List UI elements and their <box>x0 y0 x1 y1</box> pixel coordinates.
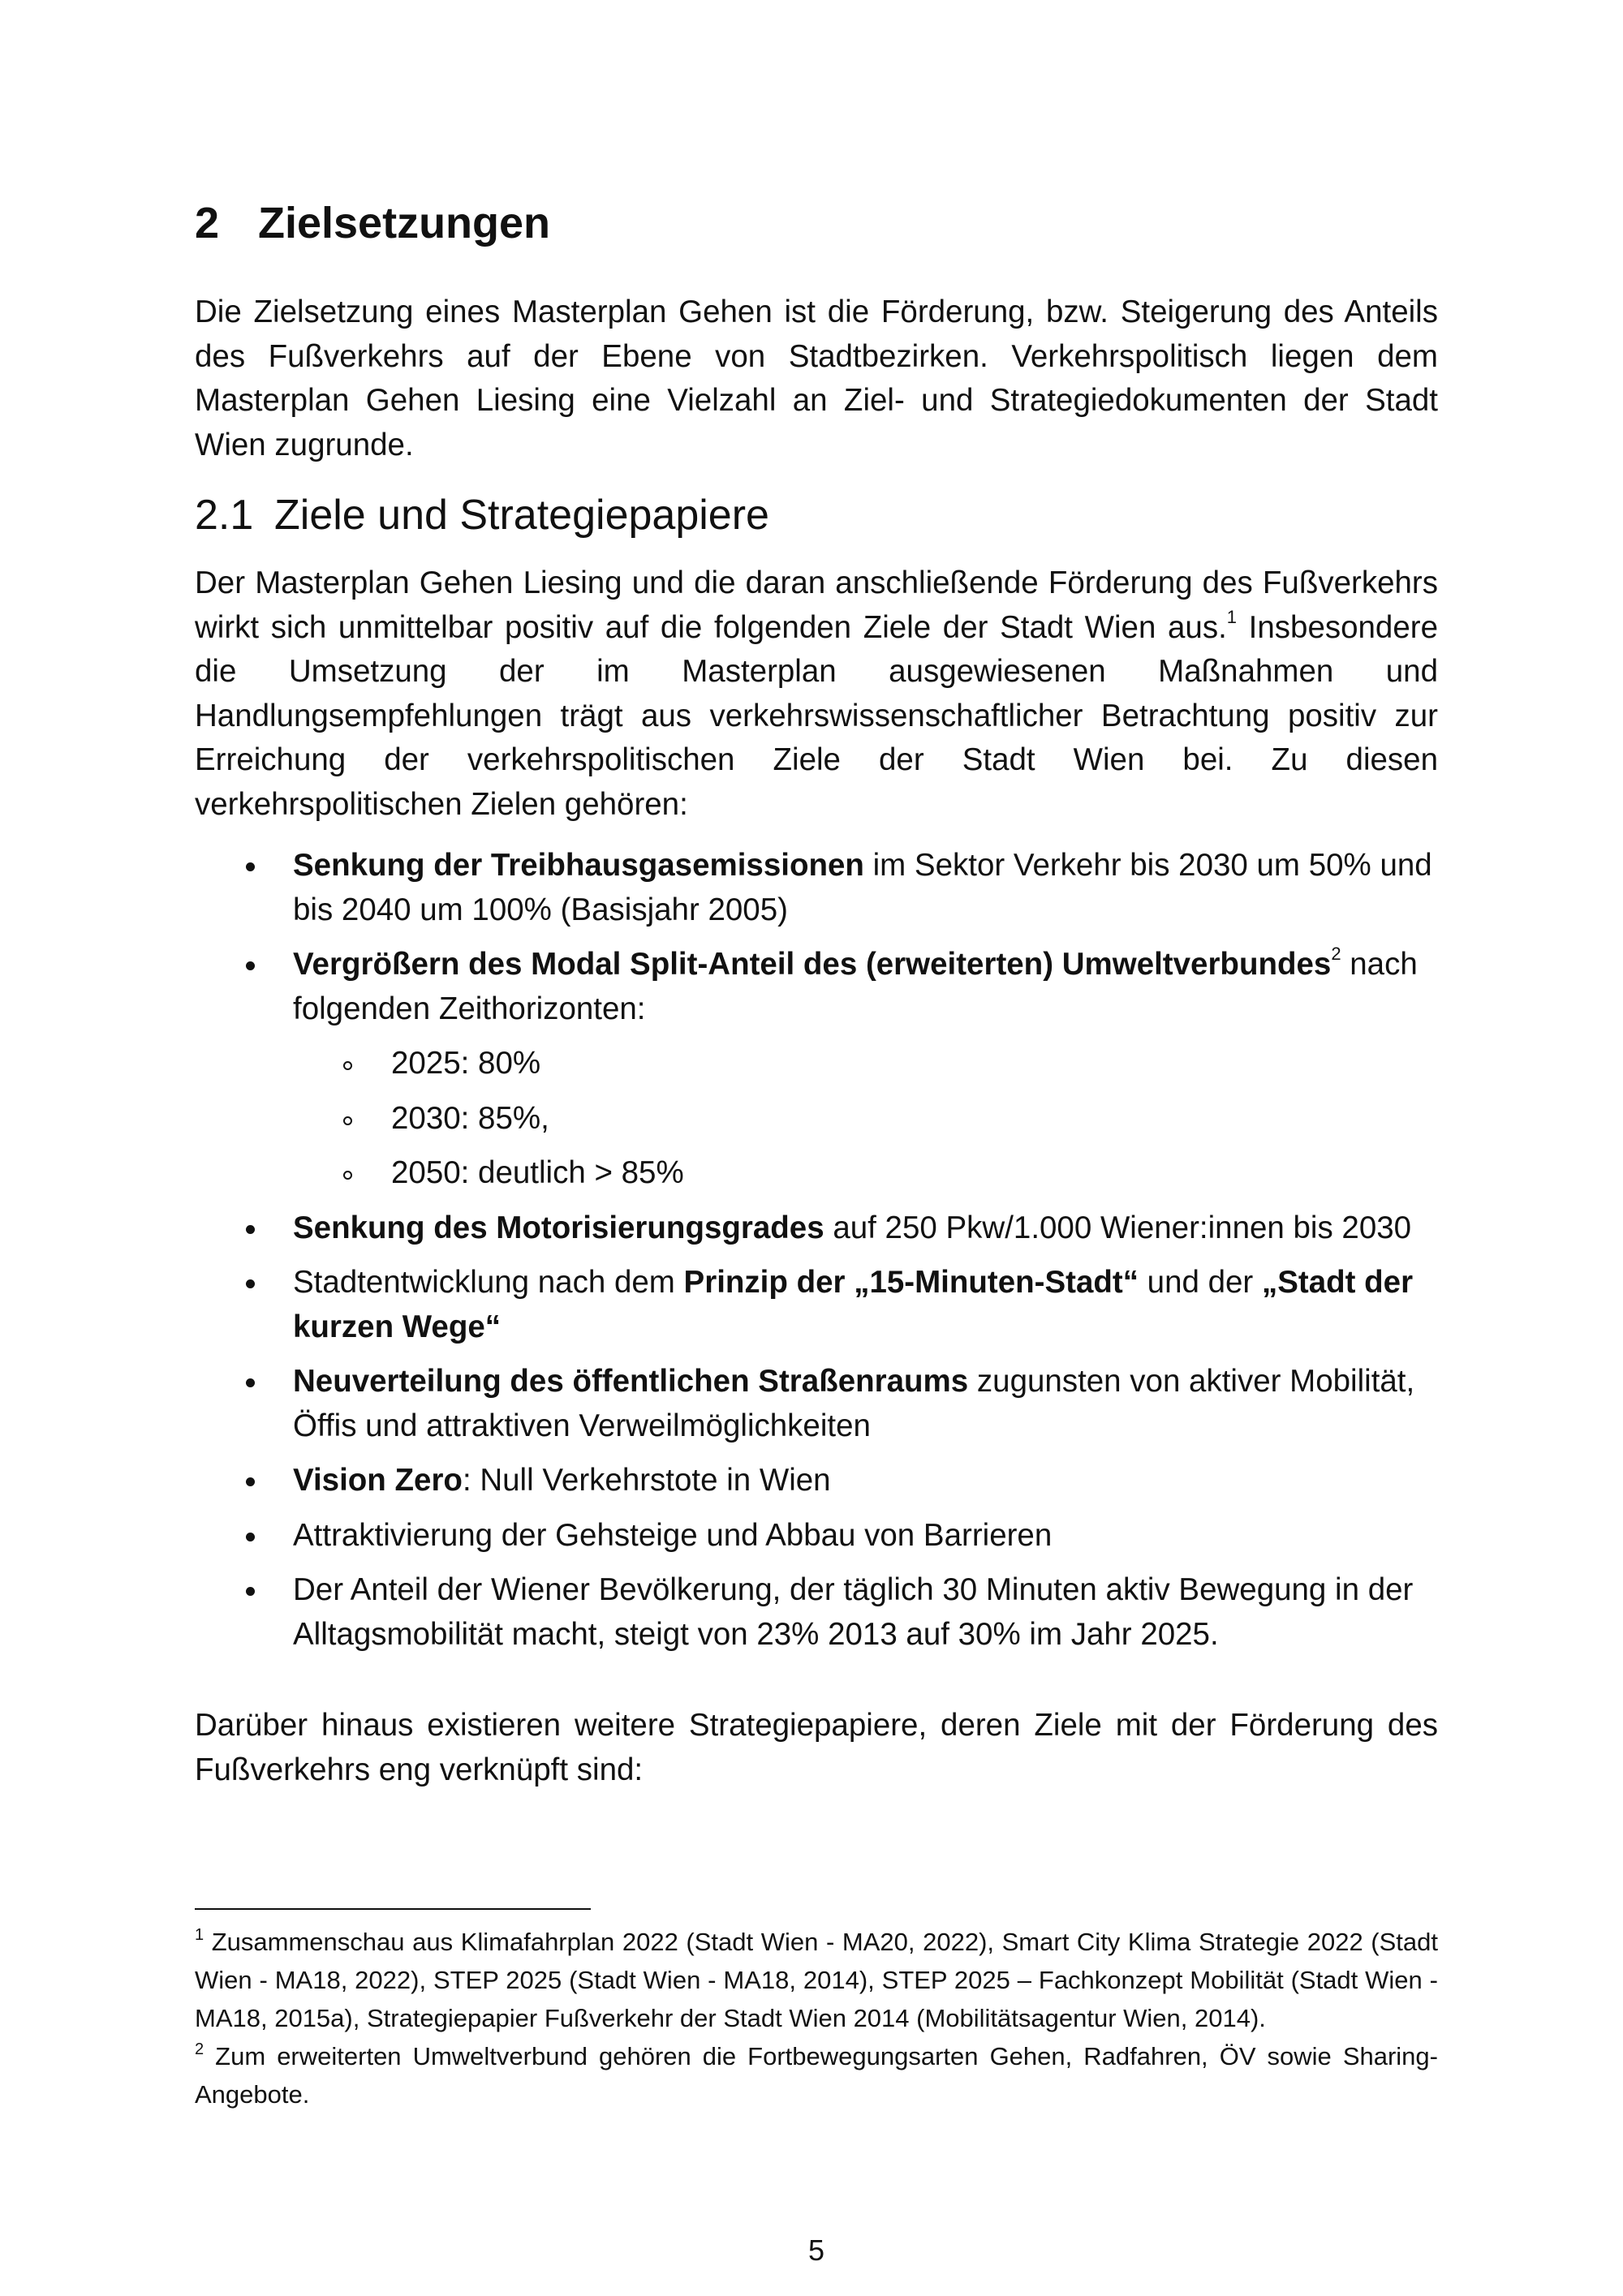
list-item: Der Anteil der Wiener Bevölkerung, der täglich 30 Minuten aktiv Bewegung in der Alltagsmobilität macht, steigt von 23% 2013 auf 30% im Jahr 2025. <box>195 1568 1438 1657</box>
bullet-icon <box>246 961 255 970</box>
closing-paragraph: Darüber hinaus existieren weitere Strategiepapiere, deren Ziele mit der Förderung des Fußverkehrs eng verknüpft sind: <box>195 1708 1438 1787</box>
sub-list-item: 2030: 85%, <box>293 1097 1438 1142</box>
bullet-icon <box>246 1587 255 1596</box>
section-number: 2.1 <box>195 492 254 539</box>
intro-paragraph: Die Zielsetzung eines Masterplan Gehen ist die Förderung, bzw. Steigerung des Anteils des Fußverkehrs auf der Ebene von Stadtbezirken. Verkehrspolitisch liegen dem Masterplan Gehen Liesing eine Vielzahl an Ziel- und Strategiedokumenten der Stadt Wien zugrunde. <box>195 295 1438 462</box>
bullet-icon <box>246 1225 255 1234</box>
section-paragraph: Der Masterplan Gehen Liesing und die daran anschließende Förderung des Fußverkehrs wirkt sich unmittelbar positiv auf die folgenden Ziele der Stadt Wien aus.$^1$ Insbesondere die Umsetzung der im Masterplan ausgewiesenen Maßnahmen und Handlungsempfehlungen trägt aus verkehrswissenschaftlicher Betrachtung positiv zur Erreichung der verkehrspolitischen Ziele der Stadt Wien bei. Zu diesen verkehrspolitischen Zielen gehören: <box>195 565 1438 822</box>
footnote-2: $^2$ Zum erweiterten Umweltverbund gehören die Fortbewegungsarten Gehen, Radfahren, ÖV sowie Sharing-Angebote. <box>195 2040 1438 2109</box>
sub-list-item: 2025: 80% <box>293 1042 1438 1086</box>
footnote-ref-2[interactable]: 2 <box>1331 944 1341 964</box>
list-item: Vergrößern des Modal Split-Anteil des (erweiterten) Umweltverbundes$^2$ nach folgenden Zeithorizonten: 2025: 80% 2030: 85%, 2050: deutlich > 85% <box>195 943 1438 1196</box>
page-number: 5 <box>807 2234 825 2267</box>
footnote-divider <box>195 1908 591 1910</box>
bullet-icon <box>246 1477 255 1486</box>
circle-bullet-icon <box>343 1116 352 1125</box>
list-item: Neuverteilung des öffentlichen Straßenraums zugunsten von aktiver Mobilität, Öffis und attraktiven Verweilmöglichkeiten <box>195 1360 1438 1448</box>
chapter-heading <box>195 195 550 252</box>
footnote-1: $^1$ Zusammenschau aus Klimafahrplan 2022 (Stadt Wien - MA20, 2022), Smart City Klima Strategie 2022 (Stadt Wien - MA18, 2022), STEP 2025 (Stadt Wien - MA18, 2014), STEP 2025 – Fachkonzept Mobilität (Stadt Wien - MA18, 2015a), Strategiepapier Fußverkehr der Stadt Wien 2014 (Mobilitätsagentur Wien, 2014). <box>195 1926 1438 2032</box>
circle-bullet-icon <box>343 1061 352 1070</box>
list-item: Attraktivierung der Gehsteige und Abbau von Barrieren <box>195 1514 1438 1559</box>
footnotes <box>195 1923 1438 2113</box>
footnote-ref-1[interactable]: 1 <box>1226 606 1238 627</box>
sub-list <box>293 1042 1438 1196</box>
bullet-icon <box>246 1533 255 1541</box>
sub-list-item: 2050: deutlich > 85% <box>293 1151 1438 1196</box>
goals-list <box>195 844 1438 1667</box>
section-title: Ziele und Strategiepapiere <box>274 492 769 539</box>
bullet-icon <box>246 1279 255 1288</box>
circle-bullet-icon <box>343 1171 352 1180</box>
section-heading <box>195 487 769 544</box>
bullet-icon <box>246 862 255 871</box>
chapter-title: Zielsetzungen <box>258 199 551 247</box>
list-item: Vision Zero: Null Verkehrstote in Wien <box>195 1459 1438 1503</box>
list-item: Senkung des Motorisierungsgrades auf 250 Pkw/1.000 Wiener:innen bis 2030 <box>195 1206 1438 1251</box>
list-item: Senkung der Treibhausgasemissionen im Sektor Verkehr bis 2030 um 50% und bis 2040 um 100% (Basisjahr 2005) <box>195 844 1438 932</box>
bullet-icon <box>246 1378 255 1387</box>
list-item: Stadtentwicklung nach dem Prinzip der „15-Minuten-Stadt“ und der „Stadt der kurzen Wege“ <box>195 1261 1438 1349</box>
chapter-number: 2 <box>195 199 220 247</box>
